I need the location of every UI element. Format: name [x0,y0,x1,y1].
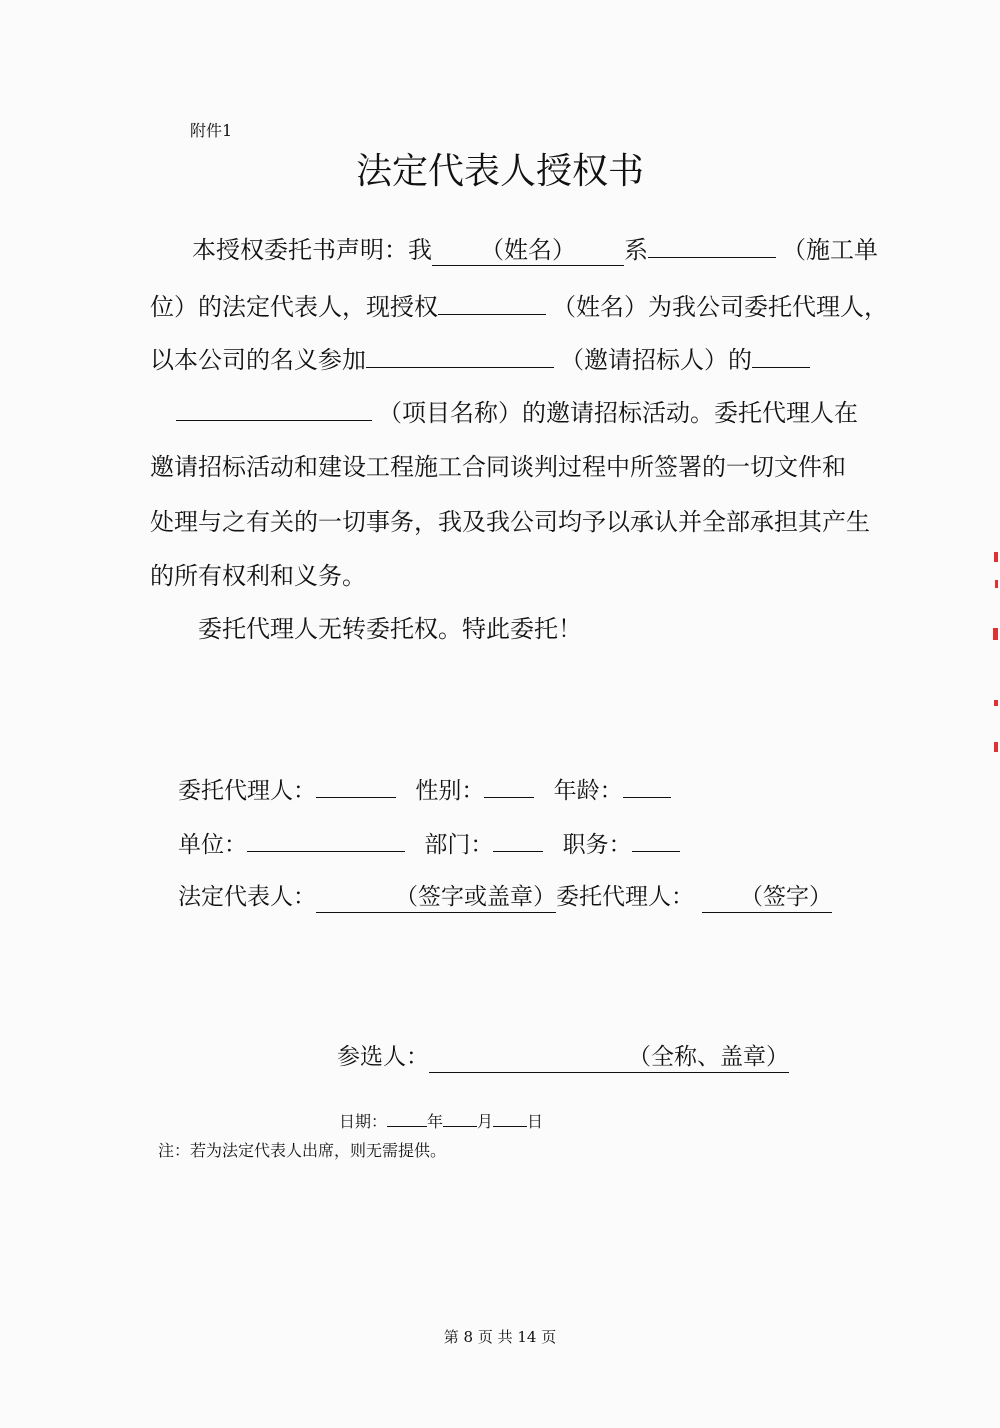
year-input[interactable] [387,1110,427,1127]
participant-hint: （全称、盖章） [628,1044,789,1070]
declaration-text: 本授权委托书声明：我 [192,236,432,264]
day-label: 日 [527,1112,544,1131]
participate-text: 以本公司的名义参加 [150,346,366,374]
agent-sign-hint: （签字） [740,884,832,910]
legal-rep-label: 法定代表人： [178,884,316,910]
legal-rep-name-blank[interactable] [432,236,624,266]
legal-rep-signature[interactable] [316,884,556,913]
month-label: 月 [477,1112,494,1131]
age-input[interactable] [623,775,671,798]
agent-input[interactable] [316,775,396,798]
gender-label: 性别： [415,778,485,804]
year-label: 年 [427,1112,444,1131]
page-footer: 第 8 页 共 14 页 [443,1328,557,1346]
legal-rep-hint: （签字或盖章） [395,884,556,910]
document-title: 法定代表人授权书 [355,151,644,192]
paragraph-line-3 [150,340,810,375]
agent-label: 委托代理人： [178,778,316,804]
dept-label: 部门： [424,832,494,858]
agent-name-blank[interactable] [438,292,546,315]
day-input[interactable] [493,1110,527,1127]
attachment-label: 附件1 [190,121,233,140]
project-name-blank[interactable] [176,398,372,421]
seal-edge-mark [994,552,998,562]
project-blank-start[interactable] [752,345,810,368]
name-hint: （姓名） [480,236,576,264]
footnote: 注：若为法定代表人出席，则无需提供。 [158,1141,447,1160]
paragraph-line-1 [192,230,878,266]
gender-input[interactable] [484,775,534,798]
agent-info-row [178,772,671,805]
company-blank[interactable] [648,235,776,258]
authorize-text: 位）的法定代表人，现授权 [150,293,438,321]
signature-row [178,878,832,913]
seal-edge-mark [993,628,998,640]
seal-edge-mark [994,742,998,752]
project-text: （项目名称）的邀请招标活动。委托代理人在 [378,399,858,427]
position-input[interactable] [632,829,680,852]
participant-row [337,1038,789,1073]
agent-sign-label: 委托代理人： [556,884,694,910]
seal-edge-mark [994,700,998,706]
date-row [339,1109,543,1132]
paragraph-line-5: 邀请招标活动和建设工程施工合同谈判过程中所签署的一切文件和 [150,453,846,481]
agent-signature[interactable] [702,884,832,913]
agent-text: （姓名）为我公司委托代理人， [552,293,888,321]
participant-signature[interactable] [429,1044,789,1073]
paragraph-line-6: 处理与之有关的一切事务，我及我公司均予以承认并全部承担其产生 [150,508,870,536]
company-hint: （施工单 [782,236,878,264]
no-transfer-statement: 委托代理人无转委托权。特此委托！ [198,615,582,643]
paragraph-line-2 [150,287,888,322]
paragraph-line-4 [176,393,858,428]
position-label: 职务： [562,832,632,858]
participant-label: 参选人： [337,1044,429,1070]
inviter-hint: （邀请招标人）的 [560,346,752,374]
paragraph-line-7: 的所有权利和义务。 [150,562,366,590]
of-text: 系 [624,236,648,264]
date-label: 日期： [339,1112,388,1131]
inviter-blank[interactable] [366,345,554,368]
seal-edge-mark [995,580,998,588]
unit-info-row [178,826,680,859]
month-input[interactable] [443,1110,477,1127]
unit-input[interactable] [247,829,405,852]
unit-label: 单位： [178,832,247,858]
age-label: 年龄： [553,778,623,804]
dept-input[interactable] [493,829,543,852]
